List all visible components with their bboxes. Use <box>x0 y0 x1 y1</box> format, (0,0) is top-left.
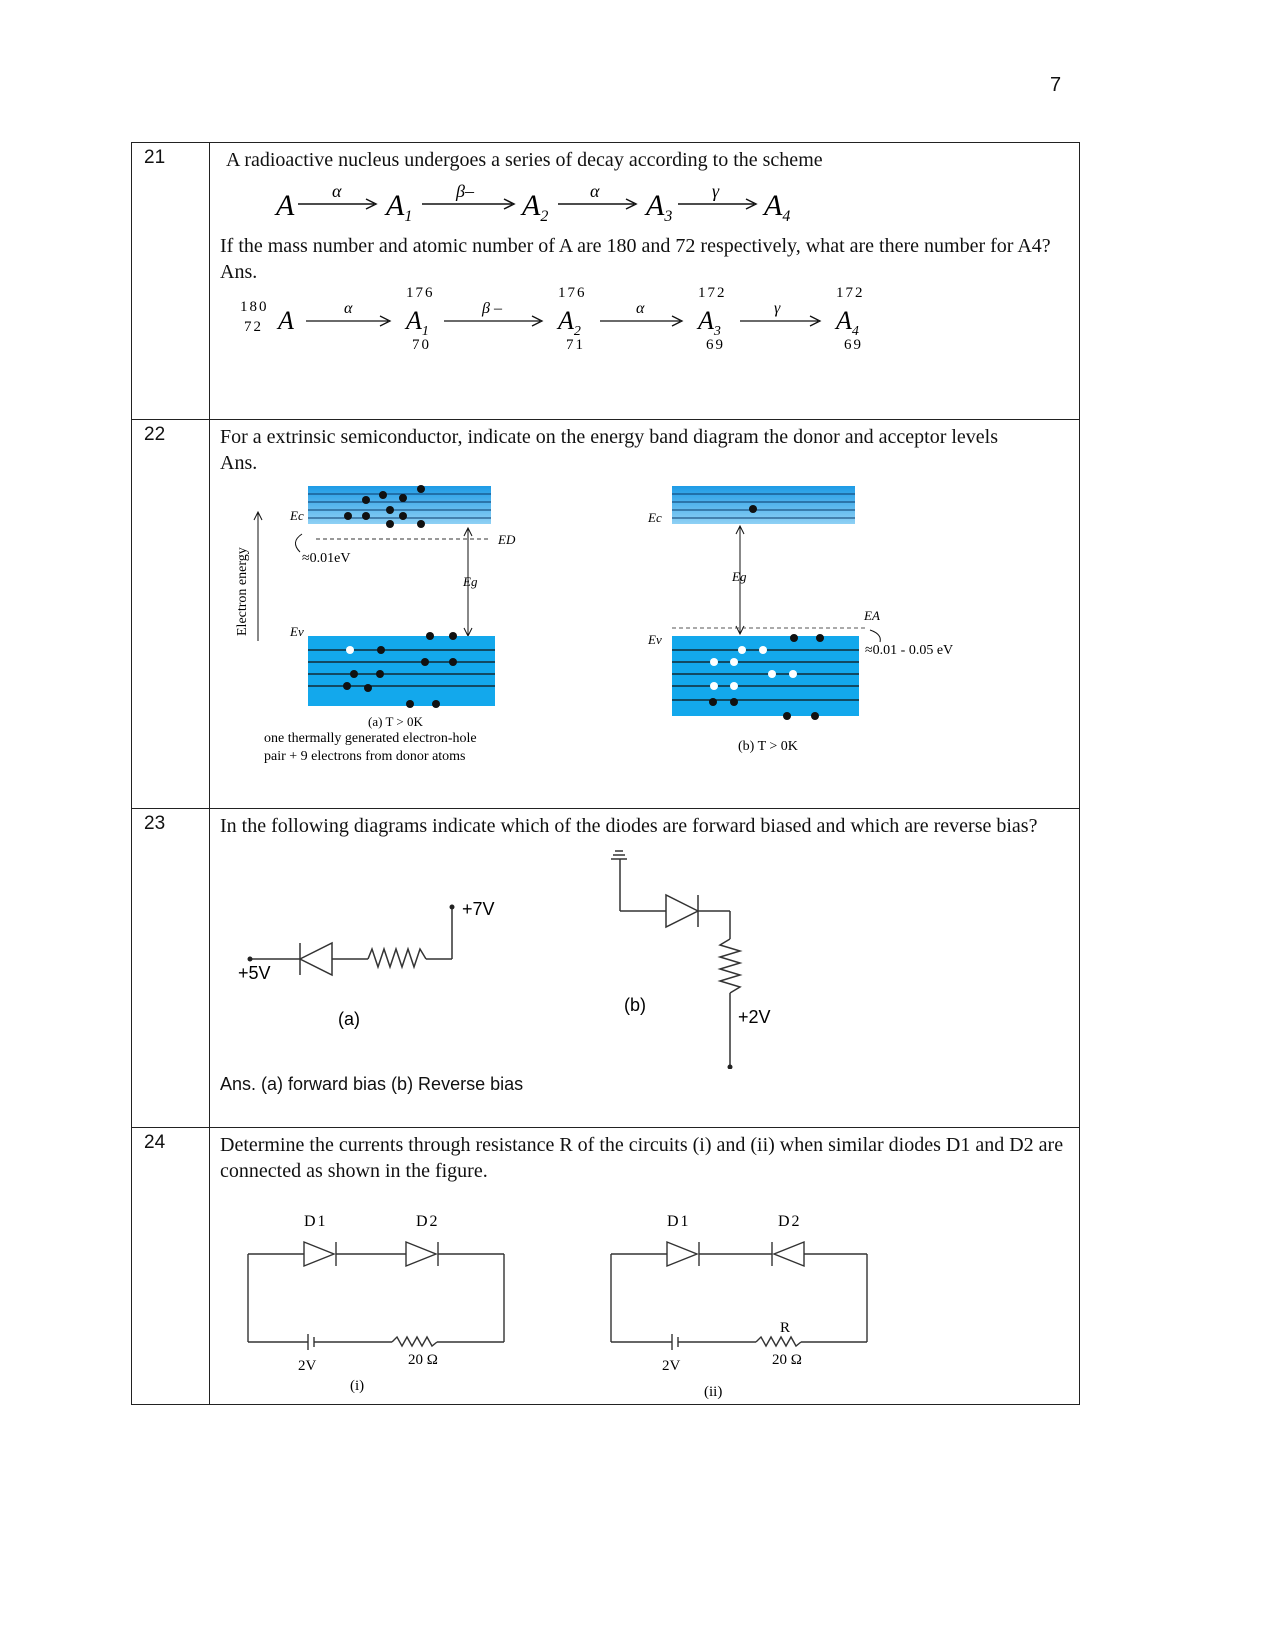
caption-line-3: pair + 9 electrons from donor atoms <box>264 749 466 764</box>
atomic-number: 69 <box>844 337 863 353</box>
decay-label-2: β – <box>482 300 502 317</box>
decay-label-4: γ <box>774 300 781 317</box>
nuclide-a1: $A_1$ <box>406 306 429 339</box>
nuclide-a3: $A_3$ <box>646 189 673 225</box>
question-text: In the following diagrams indicate which of the diodes are forward biased and which are reverse bias? <box>220 815 1038 837</box>
circuit-label: (b) <box>624 995 646 1015</box>
decay-label-2: β– <box>456 181 474 201</box>
voltage-label: +7V <box>462 899 495 919</box>
questions-table <box>131 142 1080 1405</box>
mass-number: 172 <box>836 285 865 301</box>
question-number: 22 <box>132 420 210 809</box>
ec-label: Ec <box>290 508 304 523</box>
atomic-number: 70 <box>412 337 431 353</box>
question-body-23 <box>210 809 1080 1128</box>
circuit-label: (ii) <box>704 1384 723 1400</box>
nuclide-a4: $A_4$ <box>836 306 859 339</box>
decay-answer <box>234 285 934 365</box>
circuit-a <box>250 907 452 975</box>
voltage-label: +5V <box>238 963 271 983</box>
gap-label: ≈0.01 - 0.05 eV <box>865 643 954 658</box>
resistor-name: R <box>780 1320 791 1336</box>
gap-label: ≈0.01eV <box>302 551 351 566</box>
answer-text: Ans. (a) forward bias (b) Reverse bias <box>220 1074 524 1094</box>
mass-number: 176 <box>558 285 587 301</box>
diode-circuits <box>220 1184 1080 1404</box>
caption-line-1: (a) T > 0K <box>368 714 423 729</box>
nuclide-a2: $A_2$ <box>522 189 549 225</box>
diode-label: D1 <box>304 1213 328 1230</box>
question-body-21 <box>210 143 1080 420</box>
question-row-22 <box>132 420 1080 809</box>
page-number: 7 <box>1050 74 1062 96</box>
eg-label: Eg <box>732 569 747 584</box>
mass-number: 172 <box>698 285 727 301</box>
ec-label: Ec <box>648 510 662 525</box>
answer-label: Ans. <box>220 261 258 283</box>
ev-label: Ev <box>290 624 304 639</box>
eg-label: Eg <box>463 574 478 589</box>
question-body-22 <box>210 420 1080 809</box>
atomic-number: 71 <box>566 337 585 353</box>
circuit-label: (a) <box>338 1009 360 1029</box>
valence-band <box>308 636 495 706</box>
mass-number: 176 <box>406 285 435 301</box>
resistor-label: 20 Ω <box>772 1352 802 1368</box>
nuclide-a4: $A_4$ <box>764 189 791 225</box>
question-row-23 <box>132 809 1080 1128</box>
acceptor-level-label: EA <box>864 608 880 623</box>
question-body-24 <box>210 1128 1080 1405</box>
question-number: 21 <box>132 143 210 420</box>
p-type-diagram <box>647 486 953 754</box>
decay-label-4: γ <box>712 181 720 201</box>
atomic-number: 72 <box>244 319 263 335</box>
question-number: 23 <box>132 809 210 1128</box>
nuclide-a: A <box>276 189 295 222</box>
decay-label-1: α <box>332 181 342 201</box>
question-row-21 <box>132 143 1080 420</box>
nuclide-a1: $A_1$ <box>386 189 413 225</box>
circuit-ii <box>611 1213 867 1400</box>
ev-label: Ev <box>648 632 662 647</box>
diode-label: D2 <box>416 1213 440 1230</box>
diode-circuits <box>220 839 1080 1069</box>
donor-level-label: ED <box>498 532 516 547</box>
answer-label: Ans. <box>220 452 258 474</box>
caption: (b) T > 0K <box>738 739 798 754</box>
y-axis-label: Electron energy <box>235 547 250 636</box>
question-text: A radioactive nucleus undergoes a series of decay according to the scheme <box>226 149 823 171</box>
decay-label-3: α <box>636 300 645 317</box>
circuit-label: (i) <box>350 1378 365 1394</box>
decay-scheme <box>270 177 970 227</box>
nuclide-a2: $A_2$ <box>558 306 581 339</box>
caption-line-2: one thermally generated electron-hole <box>264 731 477 746</box>
decay-label-1: α <box>344 300 353 317</box>
atomic-number: 69 <box>706 337 725 353</box>
question-number: 24 <box>132 1128 210 1405</box>
question-row-24 <box>132 1128 1080 1405</box>
voltage-label: +2V <box>738 1007 771 1027</box>
mass-number: 180 <box>240 299 269 315</box>
question-prompt: If the mass number and atomic number of A are 180 and 72 respectively, what are there number for A4? <box>220 235 1051 257</box>
question-text: Determine the currents through resistance R of the circuits (i) and (ii) when similar diodes D1 and D2 are connected as shown in the figure. <box>220 1134 1064 1182</box>
nuclide-a: A <box>278 306 294 335</box>
diode-label: D2 <box>778 1213 802 1230</box>
n-type-diagram <box>235 485 516 764</box>
battery-label: 2V <box>298 1358 317 1374</box>
diode-label: D1 <box>667 1213 691 1230</box>
energy-band-diagrams <box>220 476 1080 776</box>
resistor-label: 20 Ω <box>408 1352 438 1368</box>
nuclide-a3: $A_3$ <box>698 306 721 339</box>
circuit-i <box>248 1213 504 1394</box>
circuit-b <box>611 851 740 1069</box>
decay-label-3: α <box>590 181 600 201</box>
battery-label: 2V <box>662 1358 681 1374</box>
question-text: For a extrinsic semiconductor, indicate on the energy band diagram the donor and acceptor levels <box>220 426 999 448</box>
